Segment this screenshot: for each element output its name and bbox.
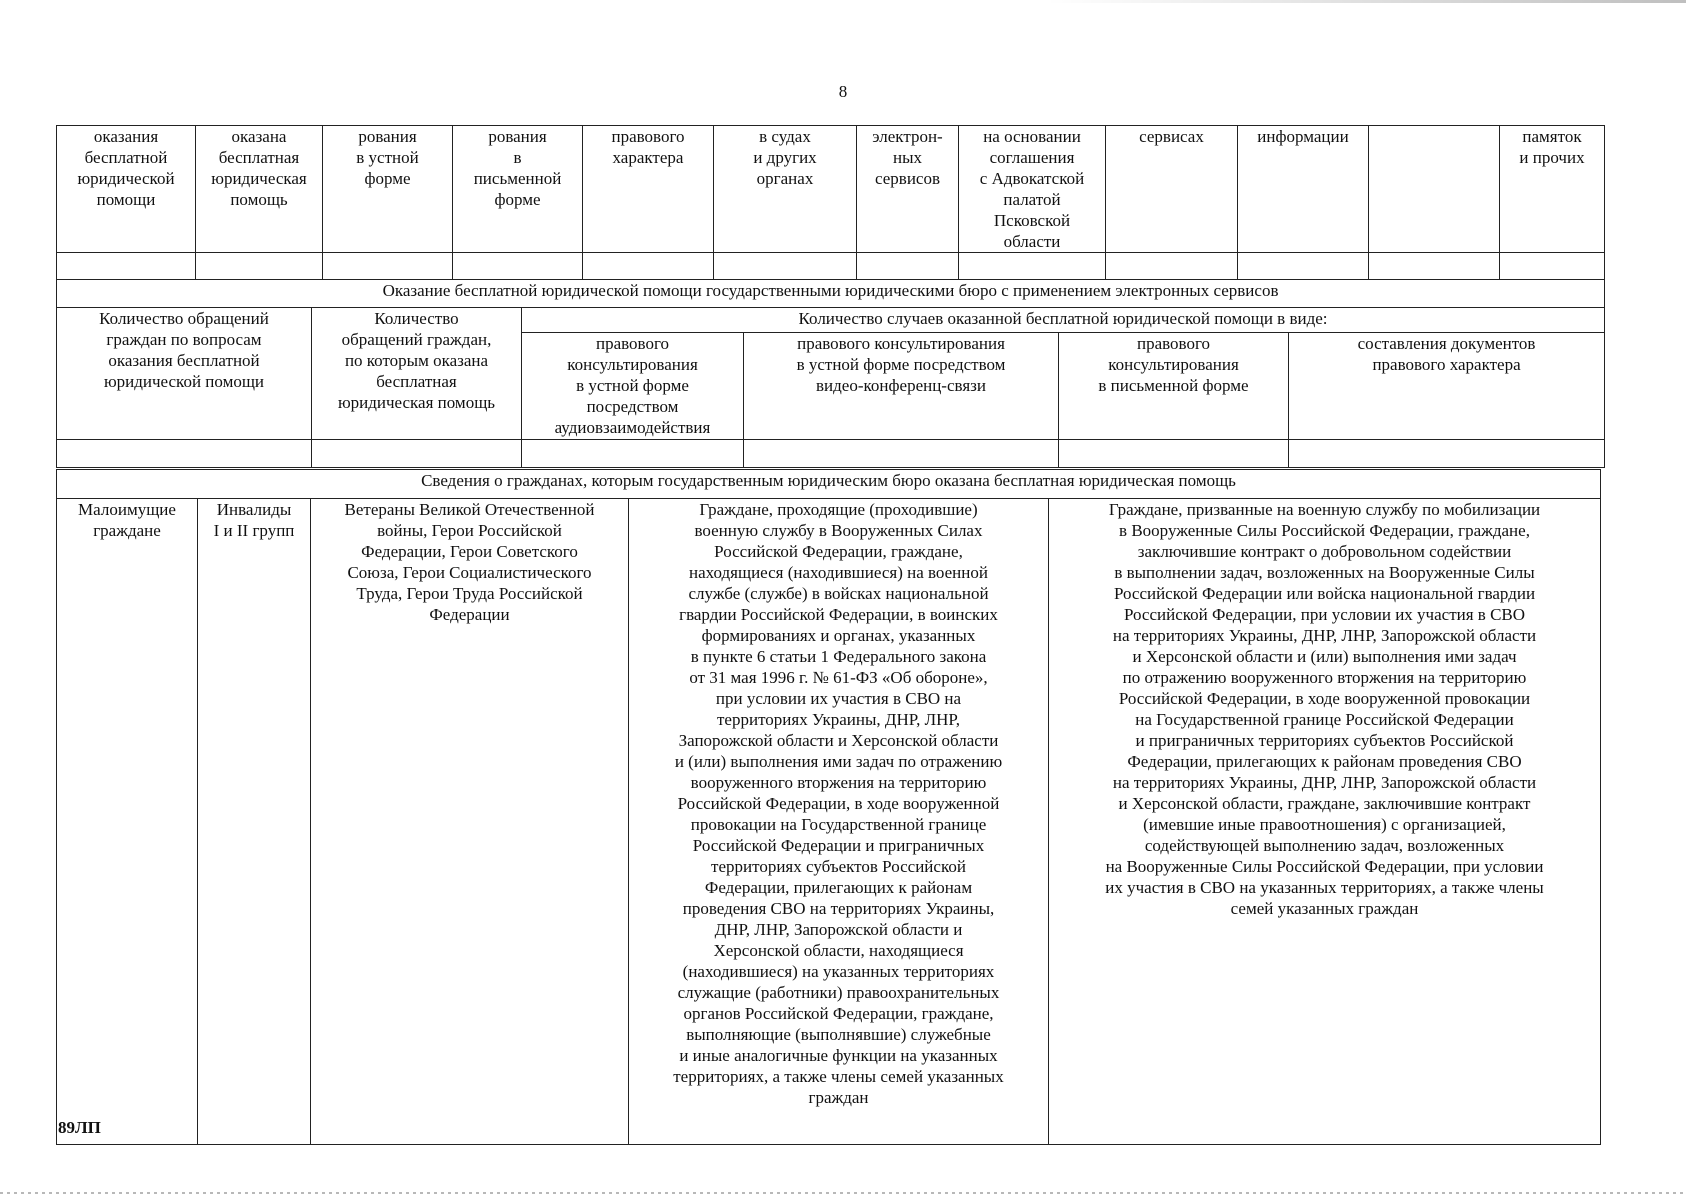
table1-empty-row (57, 253, 1605, 280)
table2-empty-row (57, 440, 1605, 468)
table1-header-cell (196, 126, 323, 253)
table2-subheader (522, 333, 744, 440)
table2-subheader (744, 333, 1059, 440)
header-text: правового характера (611, 127, 685, 167)
category-cell (311, 499, 629, 1145)
table1-header-cell (1500, 126, 1605, 253)
empty-cell (1369, 253, 1500, 280)
table2-title: Оказание бесплатной юридической помощи государственными юридическими бюро с применением электронных сервисов (57, 280, 1605, 308)
table1-header-cell (959, 126, 1106, 253)
table1-header-row (57, 126, 1605, 253)
table2-subheader (1059, 333, 1289, 440)
table1-header-cell (453, 126, 583, 253)
table2-group-header: Количество случаев оказанной бесплатной юридической помощи в виде: (522, 308, 1605, 333)
header-text: информации (1257, 127, 1349, 146)
scan-artifact-bottom (0, 1192, 1686, 1194)
header-text: оказания бесплатной юридической помощи (77, 127, 175, 209)
category-text: Малоимущие граждане (78, 500, 176, 540)
table2-subheader (1289, 333, 1605, 440)
category-text: Ветераны Великой Отечественной войны, Герои Российской Федерации, Герои Советского Союза, Герои Социалистического Труда, Герои Труда Российской Федерации (344, 500, 595, 624)
category-text: Инвалиды I и II групп (213, 500, 295, 540)
empty-cell (714, 253, 857, 280)
empty-cell (1059, 440, 1289, 468)
table1-header-cell (583, 126, 714, 253)
table-continued-header (56, 125, 1605, 280)
table-citizen-categories (56, 469, 1601, 1145)
empty-cell (1238, 253, 1369, 280)
table1-header-cell (57, 126, 196, 253)
scan-artifact-top (1046, 0, 1686, 3)
header-text: на основании соглашения с Адвокатской палатой Псковской области (979, 127, 1085, 251)
empty-cell (453, 253, 583, 280)
empty-cell (1289, 440, 1605, 468)
header-text: в судах и других органах (753, 127, 817, 188)
header-text: составления документов правового характера (1357, 334, 1536, 374)
table1-header-cell (714, 126, 857, 253)
empty-cell (57, 440, 312, 468)
table1-header-cell (323, 126, 453, 253)
table1-header-cell (1369, 126, 1500, 253)
empty-cell (1106, 253, 1238, 280)
empty-cell (323, 253, 453, 280)
page-number: 8 (838, 82, 848, 101)
header-text: сервисах (1139, 127, 1204, 146)
empty-cell (744, 440, 1059, 468)
header-text: рования в письменной форме (473, 127, 562, 209)
table3-category-row (57, 499, 1601, 1145)
empty-cell (522, 440, 744, 468)
header-text: электрон- ных сервисов (872, 127, 943, 188)
table1-header-cell (857, 126, 959, 253)
category-text: Граждане, призванные на военную службу по мобилизации в Вооруженные Силы Российской Федерации, граждане, заключившие контракт о добровольном содействии в выполнении задач, возложенных на Вооруженные Силы Российской Федерации или войска национальной гвардии Российской Федерации, при условии их участия в СВО на территориях Украины, ДНР, ЛНР, Запорожской области и Херсонской области и (или) выполнения ими задач по отражению вооруженного вторжения на территорию Российской Федерации, в ходе вооруженной провокации на Государственной границе Российской Федерации и приграничных территориях субъектов Российской Федерации, прилегающих к районам проведения СВО на территориях Украины, ДНР, ЛНР, Запорожской области и Херсонской области, граждане, заключившие контракт (имевшие иные правоотношения) с организацией, содействующей выполнению задач, возложенных на Вооруженные Силы Российской Федерации, при условии их участия в СВО на указанных территориях, а также члены семей указанных граждан (1105, 500, 1544, 918)
table-electronic-services (56, 279, 1605, 468)
header-text: правового консультирования в устной форме посредством аудиовзаимодействия (554, 334, 711, 437)
table2-header-helped (312, 308, 522, 440)
header-text: оказана бесплатная юридическая помощь (211, 127, 307, 209)
header-text: Количество обращений граждан по вопросам оказания бесплатной юридической помощи (99, 309, 269, 391)
category-cell (629, 499, 1049, 1145)
table3-title: Сведения о гражданах, которым государственным юридическим бюро оказана бесплатная юридическая помощь (57, 470, 1601, 499)
empty-cell (583, 253, 714, 280)
header-text: правового консультирования в письменной форме (1098, 334, 1249, 395)
category-cell (57, 499, 198, 1145)
table1-header-cell (1238, 126, 1369, 253)
category-cell (198, 499, 311, 1145)
header-text: памяток и прочих (1519, 127, 1585, 167)
table1-header-cell (1106, 126, 1238, 253)
header-text: правового консультирования в устной форме посредством видео-конференц-связи (796, 334, 1006, 395)
header-text: Количество обращений граждан, по которым оказана бесплатная юридическая помощь (337, 309, 496, 412)
header-text: рования в устной форме (356, 127, 419, 188)
empty-cell (312, 440, 522, 468)
category-cell (1049, 499, 1601, 1145)
document-code: 89ЛП (58, 1118, 101, 1137)
table2-header-requests (57, 308, 312, 440)
empty-cell (959, 253, 1106, 280)
empty-cell (857, 253, 959, 280)
category-text: Граждане, проходящие (проходившие) военную службу в Вооруженных Силах Российской Федерации, граждане, находящиеся (находившиеся) на военной службе (службе) в войсках национальной гвардии Российской Федерации, в воинских формированиях и органах, указанных в пункте 6 статьи 1 Федерального закона от 31 мая 1996 г. № 61-ФЗ «Об обороне», при условии их участия в СВО на территориях Украины, ДНР, ЛНР, Запорожской области и Херсонской области и (или) выполнения ими задач по отражению вооруженного вторжения на территорию Российской Федерации, в ходе вооруженной провокации на Государственной границе Российской Федерации и приграничных территориях субъектов Российской Федерации, прилегающих к районам проведения СВО на территориях Украины, ДНР, ЛНР, Запорожской области и Херсонской области, находящиеся (находившиеся) на указанных территориях служащие (работники) правоохранительных органов Российской Федерации, граждане, выполняющие (выполнявшие) служебные и иные аналогичные функции на указанных территориях, а также члены семей указанных граждан (673, 500, 1004, 1107)
empty-cell (1500, 253, 1605, 280)
empty-cell (196, 253, 323, 280)
empty-cell (57, 253, 196, 280)
